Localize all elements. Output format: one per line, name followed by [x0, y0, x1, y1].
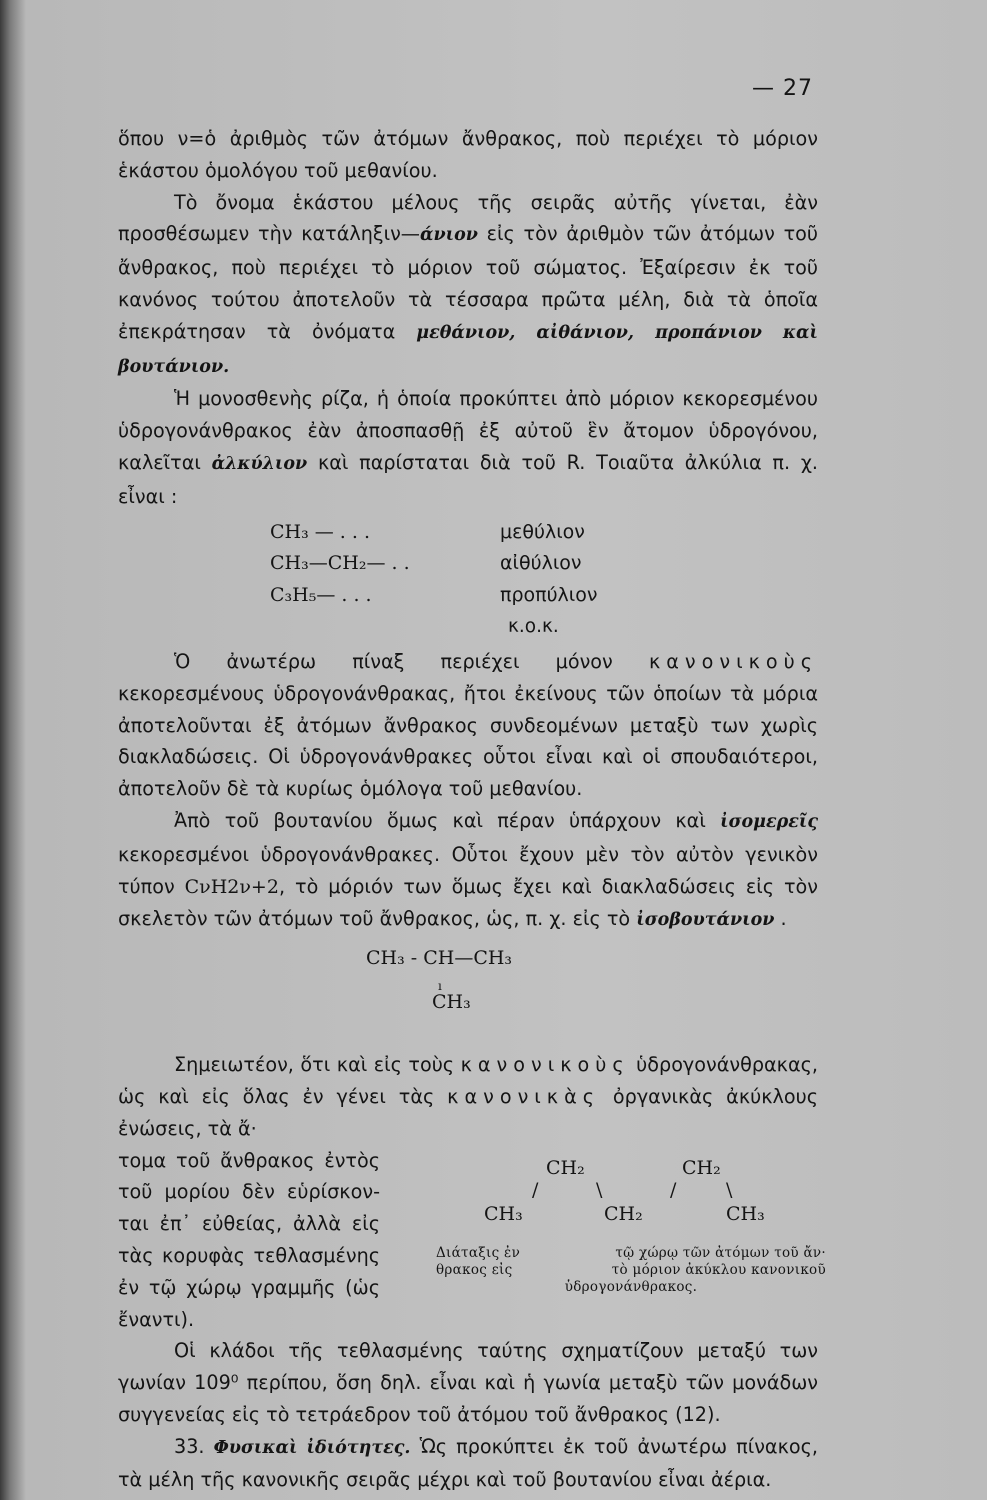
paragraph-8: 33. Φυσικαὶ ἰδιότητες. Ὡς προκύπτει ἐκ τοῦ ἀνωτέρω πίνακος, τὰ μέλη τῆς κανονικῆς σειρᾶς μέχρι καὶ τοῦ βουτανίου εἶναι ἀέρια.: [118, 1434, 818, 1492]
isobutane-structure: CH₃ - CH—CH₃ ı CH₃: [366, 947, 513, 1014]
page-number: — 27: [752, 76, 813, 101]
paragraph-7: Οἱ κλάδοι τῆς τεθλασμένης ταύτης σχηματίζουν μεταξύ των γωνίαν 109⁰ περίπου, ὅση δηλ. εἶναι καὶ ἡ γωνία μεταξὺ τῶν μονάδων συγγενείας εἰς τὸ τετράεδρον τοῦ ἀτόμου τοῦ ἄνθρακος (12).: [118, 1339, 818, 1426]
table-row: C₃H₅— . . . προπύλιον: [270, 584, 598, 607]
figure-block: [118, 1145, 826, 1336]
paragraph-6: Σημειωτέον, ὅτι καὶ εἰς τοὺς κανονικοὺς ὑδρογονάνθρακας, ὡς καὶ εἰς ὅλας ἐν γένει τὰς κανονικὰς ὀργανικὰς ἀκύκλους ἐνώσεις, τὰ ἄ·: [118, 1053, 818, 1140]
carbon-chain-diagram: CH₂ CH₂ / \ / \ CH₃ CH₂ CH₃: [484, 1156, 765, 1225]
body-text: [118, 123, 826, 1496]
table-row: CH₃—CH₂— . . αἰθύλιον: [270, 552, 582, 575]
zigzag-figure: [436, 1153, 826, 1296]
etc-label: κ.ο.κ.: [508, 615, 559, 637]
paragraph-4: Ὁ ἀνωτέρω πίναξ περιέχει μόνον κανονικοὺς κεκορεσμένους ὑδρογονάνθρακας, ἤτοι ἐκείνους τῶν ὁποίων τὰ μόρια ἀποτελοῦνται ἐξ ἀτόμων ἄνθρακος συνδεομένων μεταξὺ των χωρὶς διακλαδώσεις. Οἱ ὑδρογονάνθρακες οὗτοι εἶναι καὶ οἱ σπουδαιότεροι, ἀποτελοῦν δὲ τὰ κυρίως ὁμόλογα τοῦ μεθανίου.: [118, 649, 818, 801]
alkyl-table: [270, 517, 818, 612]
wrapped-text: τομα τοῦ ἄνθρακος ἐντὸς τοῦ μορίου δὲν εὑρίσκον- ται ἐπ᾽ εὐθείας, ἀλλὰ εἰς τὰς κορυφὰς τεθλασμένης ἐν τῷ χώρῳ γραμμῆς (ὡς ἔναντι).: [118, 1148, 380, 1331]
paragraph-3: Ἡ μονοσθενὴς ρίζα, ἡ ὁποία προκύπτει ἀπὸ μόριον κεκορεσμένου ὑδρογονάνθρακος ἐὰν ἀποσπασθῇ ἐξ αὐτοῦ ἓν ἄτομον ὑδρογόνου, καλεῖται ἀλκύλιον καὶ παρίσταται διὰ τοῦ R. Τοιαῦτα ἀλκύλια π. χ. εἶναι :: [118, 387, 818, 508]
figure-caption: Διάταξις ἐν τῷ χώρῳ τῶν ἀτόμων τοῦ ἄν· θρακος εἰς τὸ μόριον ἀκύκλου κανονικοῦ ὑδρογονάνθρακος.: [436, 1244, 826, 1295]
paragraph-1: ὅπου ν=ὁ ἀριθμὸς τῶν ἀτόμων ἄνθρακος, ποὺ περιέχει τὸ μόριον ἑκάστου ὁμολόγου τοῦ μεθανίου.: [118, 127, 818, 182]
table-row: CH₃ — . . . μεθύλιον: [270, 520, 585, 543]
paragraph-2: Τὸ ὄνομα ἑκάστου μέλους τῆς σειρᾶς αὐτῆς γίνεται, ἐὰν προσθέσωμεν τὴν κατάληξιν—άνιον εἰς τὸν ἀριθμὸν τῶν ἀτόμων τοῦ ἄνθρακος, ποὺ περιέχει τὸ μόριον τοῦ σώματος. Ἐξαίρεσιν ἐκ τοῦ κανόνος τούτου ἀποτελοῦν τὰ τέσσαρα πρῶτα μέλη, διὰ τὰ ὁποῖα ἐπεκράτησαν τὰ ὀνόματα μεθάνιον, αἰθάνιον, προπάνιον καὶ βουτάνιον.: [118, 190, 818, 377]
paragraph-5: Ἀπὸ τοῦ βουτανίου ὅμως καὶ πέραν ὑπάρχουν καὶ ἰσομερεῖς κεκορεσμένοι ὑδρογονάνθρακες. Οὗτοι ἔχουν μὲν τὸν αὐτὸν γενικὸν τύπον CνH2ν+2, τὸ μόριόν των ὅμως ἔχει καὶ διακλαδώσεις εἰς τὸν σκελετὸν τῶν ἀτόμων τοῦ ἄνθρακος, ὡς, π. χ. εἰς τὸ ἰσοβουτάνιον .: [118, 808, 818, 931]
